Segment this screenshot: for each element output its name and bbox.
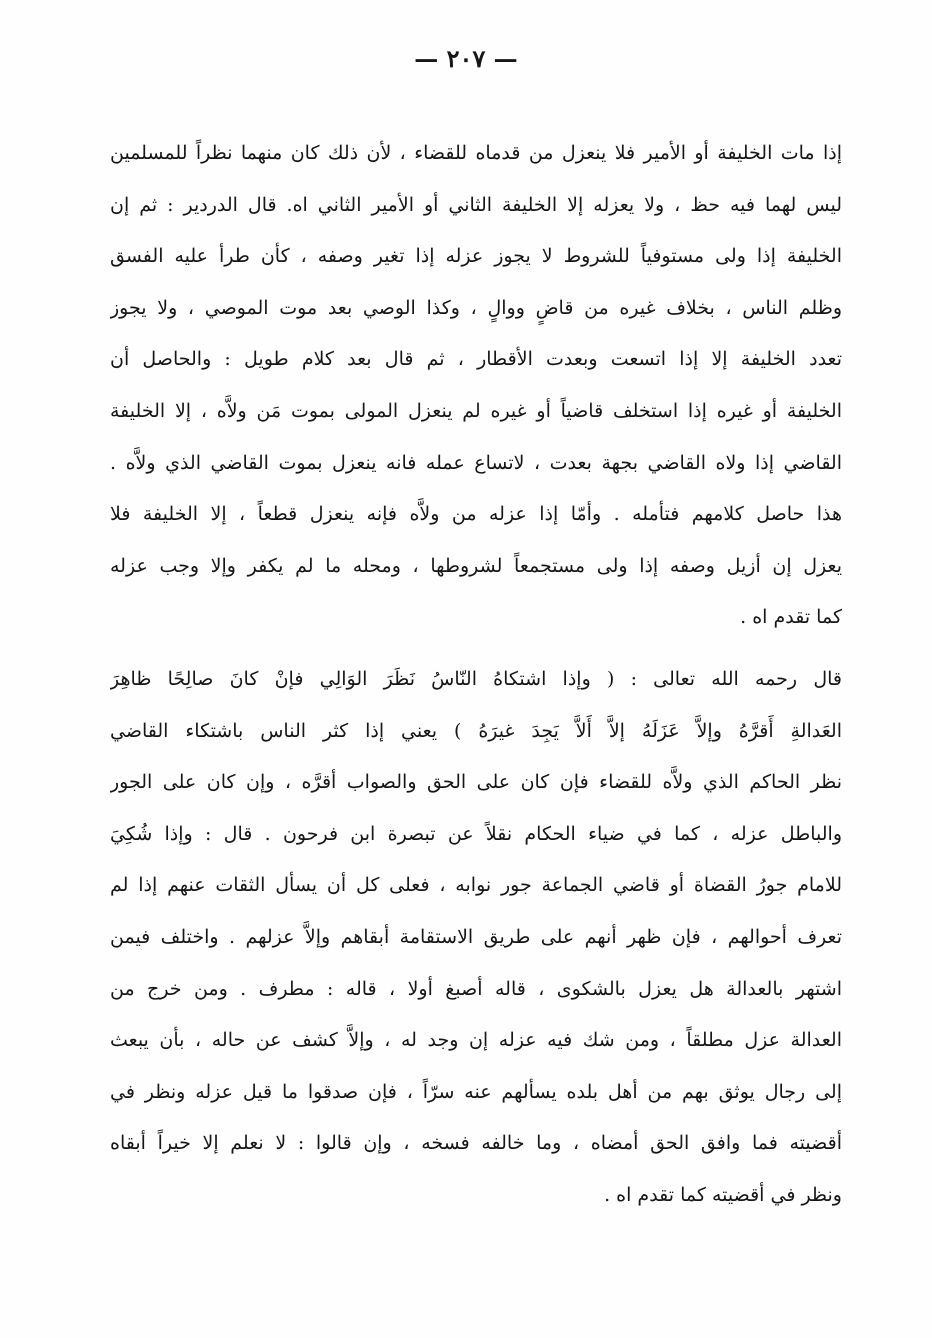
text-line: العدالة عزل مطلقاً ، ومن شك فيه عزله إن وجد له ، وإلاَّ كشف عن حاله ، بأن يبعث	[110, 1029, 842, 1052]
text-line: تعرف أحوالهم ، فإن ظهر أنهم على طريق الاستقامة أبقاهم وإلاَّ عزلهم . واختلف فيمن	[110, 925, 842, 948]
text-line: للامام جورُ القضاة أو قاضي الجماعة جور نوابه ، فعلى كل أن يسأل الثقات عنهم إذا لم	[110, 874, 842, 897]
text-line: ليس لهما فيه حظ ، ولا يعزله إلا الخليفة الثاني أو الأمير الثاني اه. قال الدردير : ثم إن	[110, 193, 842, 216]
text-line: الخليفة إذا ولى مستوفياً للشروط لا يجوز عزله إذا تغير وصفه ، كأن طرأ عليه الفسق	[110, 245, 842, 268]
text-line: اشتهر بالعدالة هل يعزل بالشكوى ، قاله أصبغ أولا ، قاله : مطرف . ومن خرج من	[110, 977, 842, 1000]
text-line: ونظر في أقضيته كما تقدم اه .	[604, 1183, 842, 1206]
text-line: كما تقدم اه .	[740, 606, 842, 629]
text-line: القاضي إذا ولاه القاضي بجهة بعدت ، لاتساع عمله فانه ينعزل بموت القاضي الذي ولاَّه .	[110, 451, 842, 474]
text-line: إلى رجال يوثق بهم من أهل بلده يسألهم عنه سرّاً ، فإن صدقوا ما قيل عزله ونظر في	[110, 1080, 842, 1103]
text-line: والباطل عزله ، كما في ضياء الحكام نقلاً عن تبصرة ابن فرحون . قال : وإذا شُكِيَ	[110, 822, 842, 845]
text-line: تعدد الخليفة إلا إذا اتسعت وبعدت الأقطار ، ثم قال بعد كلام طويل : والحاصل أن	[110, 348, 842, 371]
text-line: العَدالةِ أَقرَّهُ وإلاَّ عَزَلَهُ إلاَّ أَلاَّ يَجِدَ غيرَهُ ) يعني إذا كثر الناس باشتكاء القاضي	[110, 719, 842, 742]
paragraph-2	[110, 654, 842, 1222]
text-line: إذا مات الخليفة أو الأمير فلا ينعزل من قدماه للقضاء ، لأن ذلك كان منهما نظراً للمسلمين	[110, 142, 842, 164]
text-line: الخليفة أو غيره إذا استخلف قاضياً أو غيره لم ينعزل المولى بموت مَن ولاَّه ، إلا الخليفة	[110, 399, 842, 422]
text-line: نظر الحاكم الذي ولاَّه للقضاء فإن كان على الحق والصواب أقرَّه ، وإن كان على الجور	[110, 771, 842, 794]
page-number: — ٢٠٧ —	[414, 44, 518, 73]
text-line: قال رحمه الله تعالى : ( وإذا اشتكاهُ النّاسُ نَظَرَ الوَالِي فإنْ كانَ صالِحًا ظاهِرَ	[110, 668, 842, 690]
text-line: هذا حاصل كلامهم فتأمله . وأمّا إذا عزله من ولاَّه فإنه ينعزل قطعاً ، إلا الخليفة فلا	[110, 503, 842, 526]
text-line: أقضيته فما وافق الحق أمضاه ، وما خالفه فسخه ، وإن قالوا : لا نعلم إلا خيراً أبقاه	[110, 1132, 842, 1155]
paragraph-1	[110, 128, 842, 644]
text-line: وظلم الناس ، بخلاف غيره من قاضٍ ووالٍ ، وكذا الوصي بعد موت الموصي ، ولا يجوز	[110, 296, 842, 319]
text-line: يعزل إن أزيل وصفه إذا ولى مستجمعاً لشروطها ، ومحله ما لم يكفر وإلا وجب عزله	[110, 554, 842, 577]
